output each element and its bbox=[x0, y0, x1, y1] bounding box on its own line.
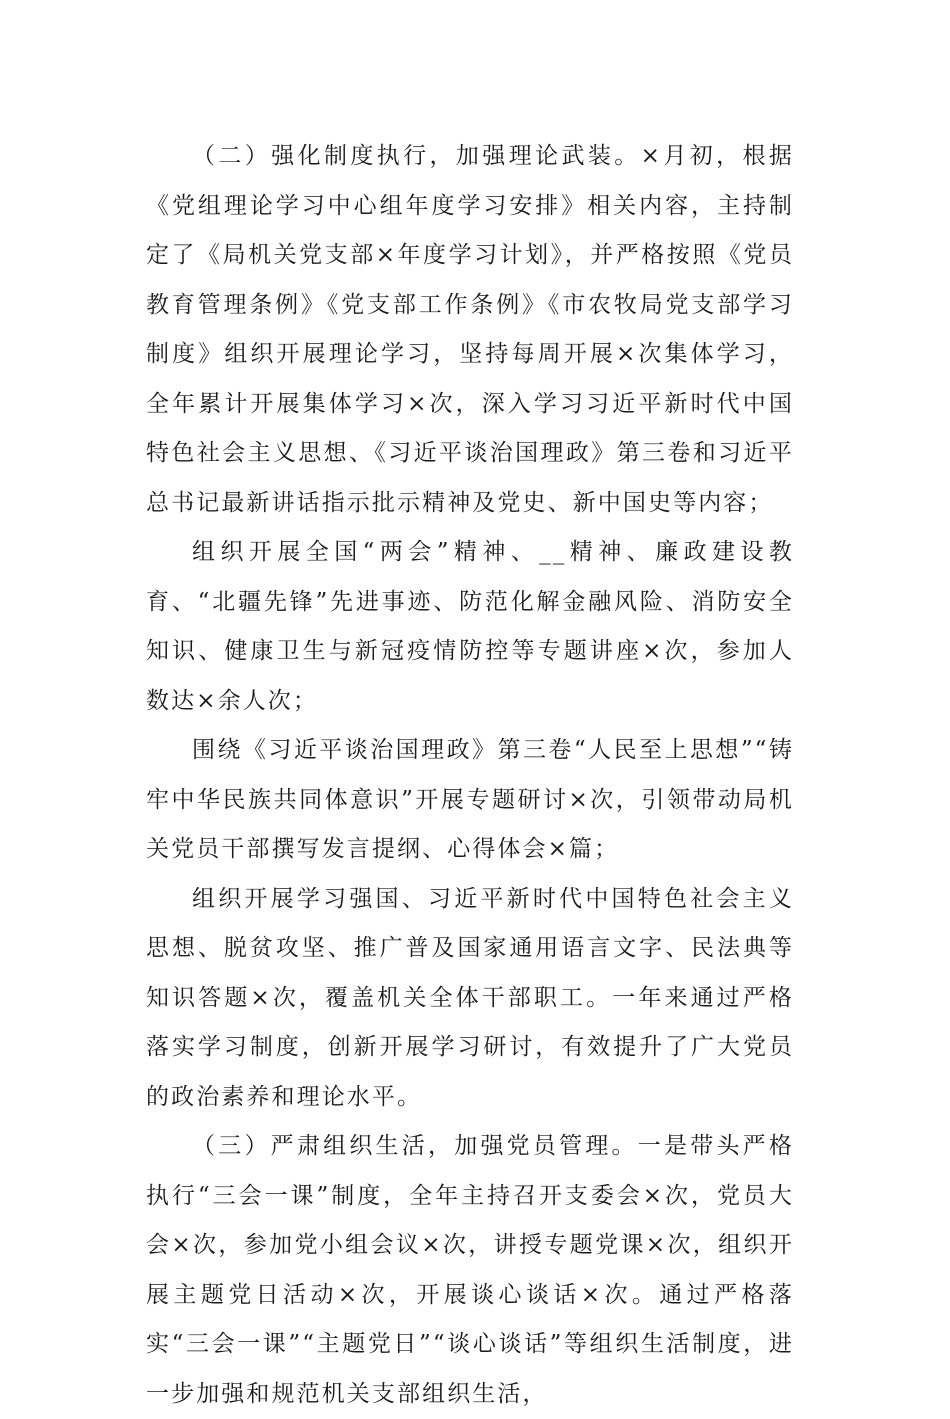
paragraph-section-two: （二）强化制度执行，加强理论武装。×月初，根据《党组理论学习中心组年度学习安排》相关内容，主持制定了《局机关党支部×年度学习计划》，并严格按照《党员教育管理条例》《党支部工作条例》《市农牧局党支部学习制度》组织开展理论学习，坚持每周开展×次集体学习，全年累计开展集体学习×次，深入学习习近平新时代中国特色社会主义思想、《习近平谈治国理政》第三卷和习近平总书记最新讲话指示批示精神及党史、新中国史等内容； bbox=[146, 143, 794, 516]
paragraph-lectures: 组织开展全国“两会”精神、__精神、廉政建设教育、“北疆先锋”先进事迹、防范化解金融风险、消防安全知识、健康卫生与新冠疫情防控等专题讲座×次，参加人数达×余人次； bbox=[146, 539, 794, 714]
document-body bbox=[146, 132, 794, 1419]
paragraph-section-three: （三）严肃组织生活，加强党员管理。一是带头严格执行“三会一课”制度，全年主持召开支委会×次，党员大会×次，参加党小组会议×次，讲授专题党课×次，组织开展主题党日活动×次，开展谈心谈话×次。通过严格落实“三会一课”“主题党日”“谈心谈话”等组织生活制度，进一步加强和规范机关支部组织生活， bbox=[146, 1133, 794, 1407]
paragraph-seminars: 围绕《习近平谈治国理政》第三卷“人民至上思想”“铸牢中华民族共同体意识”开展专题研讨×次，引领带动局机关党员干部撰写发言提纲、心得体会×篇； bbox=[146, 737, 794, 862]
paragraph-quizzes: 组织开展学习强国、习近平新时代中国特色社会主义思想、脱贫攻坚、推广普及国家通用语言文字、民法典等知识答题×次，覆盖机关全体干部职工。一年来通过严格落实学习制度，创新开展学习研讨，有效提升了广大党员的政治素养和理论水平。 bbox=[146, 885, 794, 1110]
